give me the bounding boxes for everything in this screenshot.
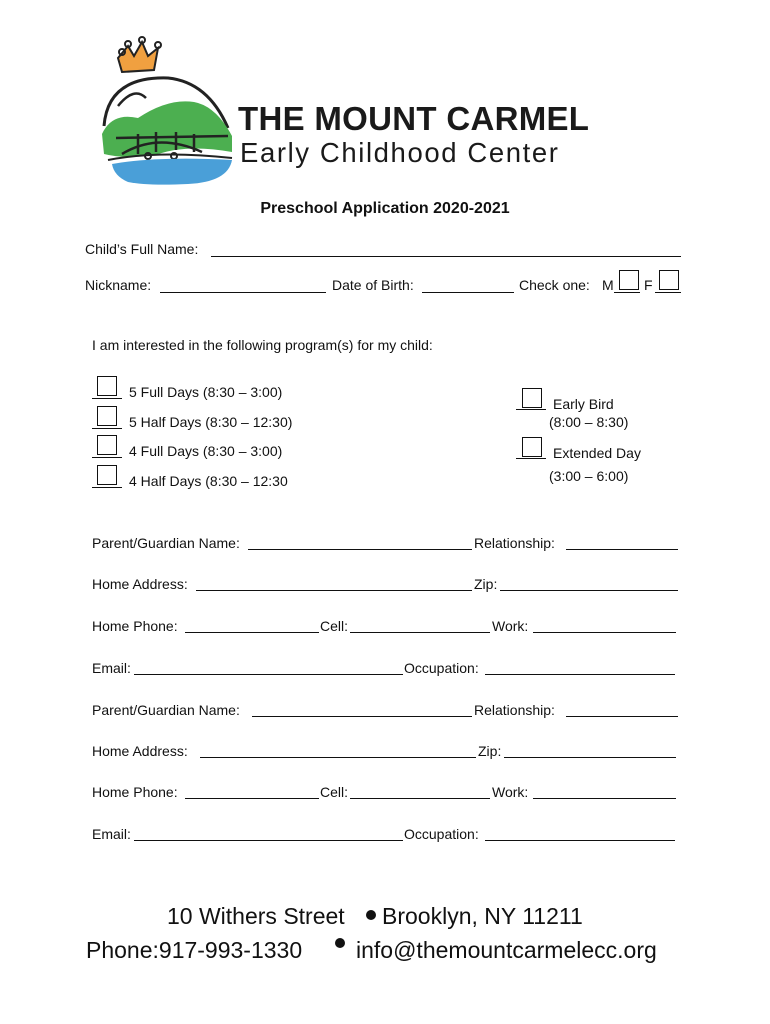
footer-email[interactable]: info@themountcarmelecc.org (356, 937, 657, 963)
email-label: Email: (92, 826, 131, 842)
check-one-label: Check one: (519, 277, 590, 293)
relationship-label: Relationship: (474, 702, 555, 718)
relationship-label: Relationship: (474, 535, 555, 551)
male-checkbox[interactable] (619, 270, 639, 290)
footer-street: 10 Withers Street (167, 903, 345, 929)
cell-label: Cell: (320, 618, 349, 634)
logo-title: THE MOUNT CARMEL (238, 100, 590, 137)
relationship-field[interactable] (566, 549, 678, 550)
occupation-label: Occupation: (404, 660, 479, 676)
checkbox-line (92, 487, 122, 488)
work-field[interactable] (533, 632, 676, 633)
occupation-label: Occupation: (404, 826, 479, 842)
logo-emblem-icon (98, 36, 238, 188)
zip-label: Zip: (474, 576, 498, 592)
program-label: 5 Full Days (8:30 – 3:00) (129, 384, 283, 400)
nickname-label: Nickname: (85, 277, 152, 293)
relationship-field[interactable] (566, 716, 678, 717)
female-checkbox[interactable] (659, 270, 679, 290)
zip-label: Zip: (478, 743, 502, 759)
occupation-field[interactable] (485, 674, 675, 675)
checkbox-line (92, 428, 122, 429)
dob-label: Date of Birth: (332, 277, 414, 293)
nickname-field[interactable] (160, 292, 326, 293)
email-label: Email: (92, 660, 131, 676)
address-field[interactable] (200, 757, 476, 758)
program-label: 5 Half Days (8:30 – 12:30) (129, 414, 293, 430)
email-field[interactable] (134, 674, 403, 675)
male-label: M (602, 277, 614, 293)
home-phone-label: Home Phone: (92, 784, 178, 800)
program-label: 4 Half Days (8:30 – 12:30 (129, 473, 288, 489)
cell-field[interactable] (350, 798, 490, 799)
child-name-label: Child’s Full Name: (85, 241, 199, 257)
guardian-name-field[interactable] (252, 716, 472, 717)
home-phone-field[interactable] (185, 798, 319, 799)
checkbox-line (92, 398, 122, 399)
program-checkbox[interactable] (97, 406, 117, 426)
bullet-icon (366, 910, 376, 920)
extra-label: Early Bird (553, 396, 614, 412)
male-checkbox-line (614, 292, 640, 293)
occupation-field[interactable] (485, 840, 675, 841)
guardian-name-field[interactable] (248, 549, 472, 550)
extra-checkbox[interactable] (522, 388, 542, 408)
interest-label: I am interested in the following program(s) for my child: (92, 337, 433, 353)
female-checkbox-line (655, 292, 681, 293)
home-phone-label: Home Phone: (92, 618, 178, 634)
work-label: Work: (492, 618, 529, 634)
home-phone-field[interactable] (185, 632, 319, 633)
checkbox-line (516, 409, 546, 410)
extra-label: Extended Day (553, 445, 641, 461)
address-field[interactable] (196, 590, 472, 591)
checkbox-line (516, 458, 546, 459)
program-checkbox[interactable] (97, 435, 117, 455)
address-label: Home Address: (92, 743, 188, 759)
zip-field[interactable] (504, 757, 676, 758)
footer-city: Brooklyn, NY 11211 (382, 903, 583, 929)
female-label: F (644, 277, 653, 293)
program-checkbox[interactable] (97, 465, 117, 485)
child-name-field[interactable] (211, 256, 681, 257)
guardian-name-label: Parent/Guardian Name: (92, 535, 240, 551)
checkbox-line (92, 457, 122, 458)
work-label: Work: (492, 784, 529, 800)
form-title: Preschool Application 2020-2021 (260, 200, 510, 217)
logo-subtitle: Early Childhood Center (240, 137, 560, 168)
zip-field[interactable] (500, 590, 678, 591)
cell-field[interactable] (350, 632, 490, 633)
extra-time: (8:00 – 8:30) (549, 414, 629, 430)
extra-checkbox[interactable] (522, 437, 542, 457)
bullet-icon (335, 938, 345, 948)
work-field[interactable] (533, 798, 676, 799)
footer-phone: Phone:917-993-1330 (86, 937, 303, 963)
program-checkbox[interactable] (97, 376, 117, 396)
email-field[interactable] (134, 840, 403, 841)
program-label: 4 Full Days (8:30 – 3:00) (129, 443, 283, 459)
dob-field[interactable] (422, 292, 514, 293)
cell-label: Cell: (320, 784, 349, 800)
guardian-name-label: Parent/Guardian Name: (92, 702, 240, 718)
extra-time: (3:00 – 6:00) (549, 468, 629, 484)
address-label: Home Address: (92, 576, 188, 592)
